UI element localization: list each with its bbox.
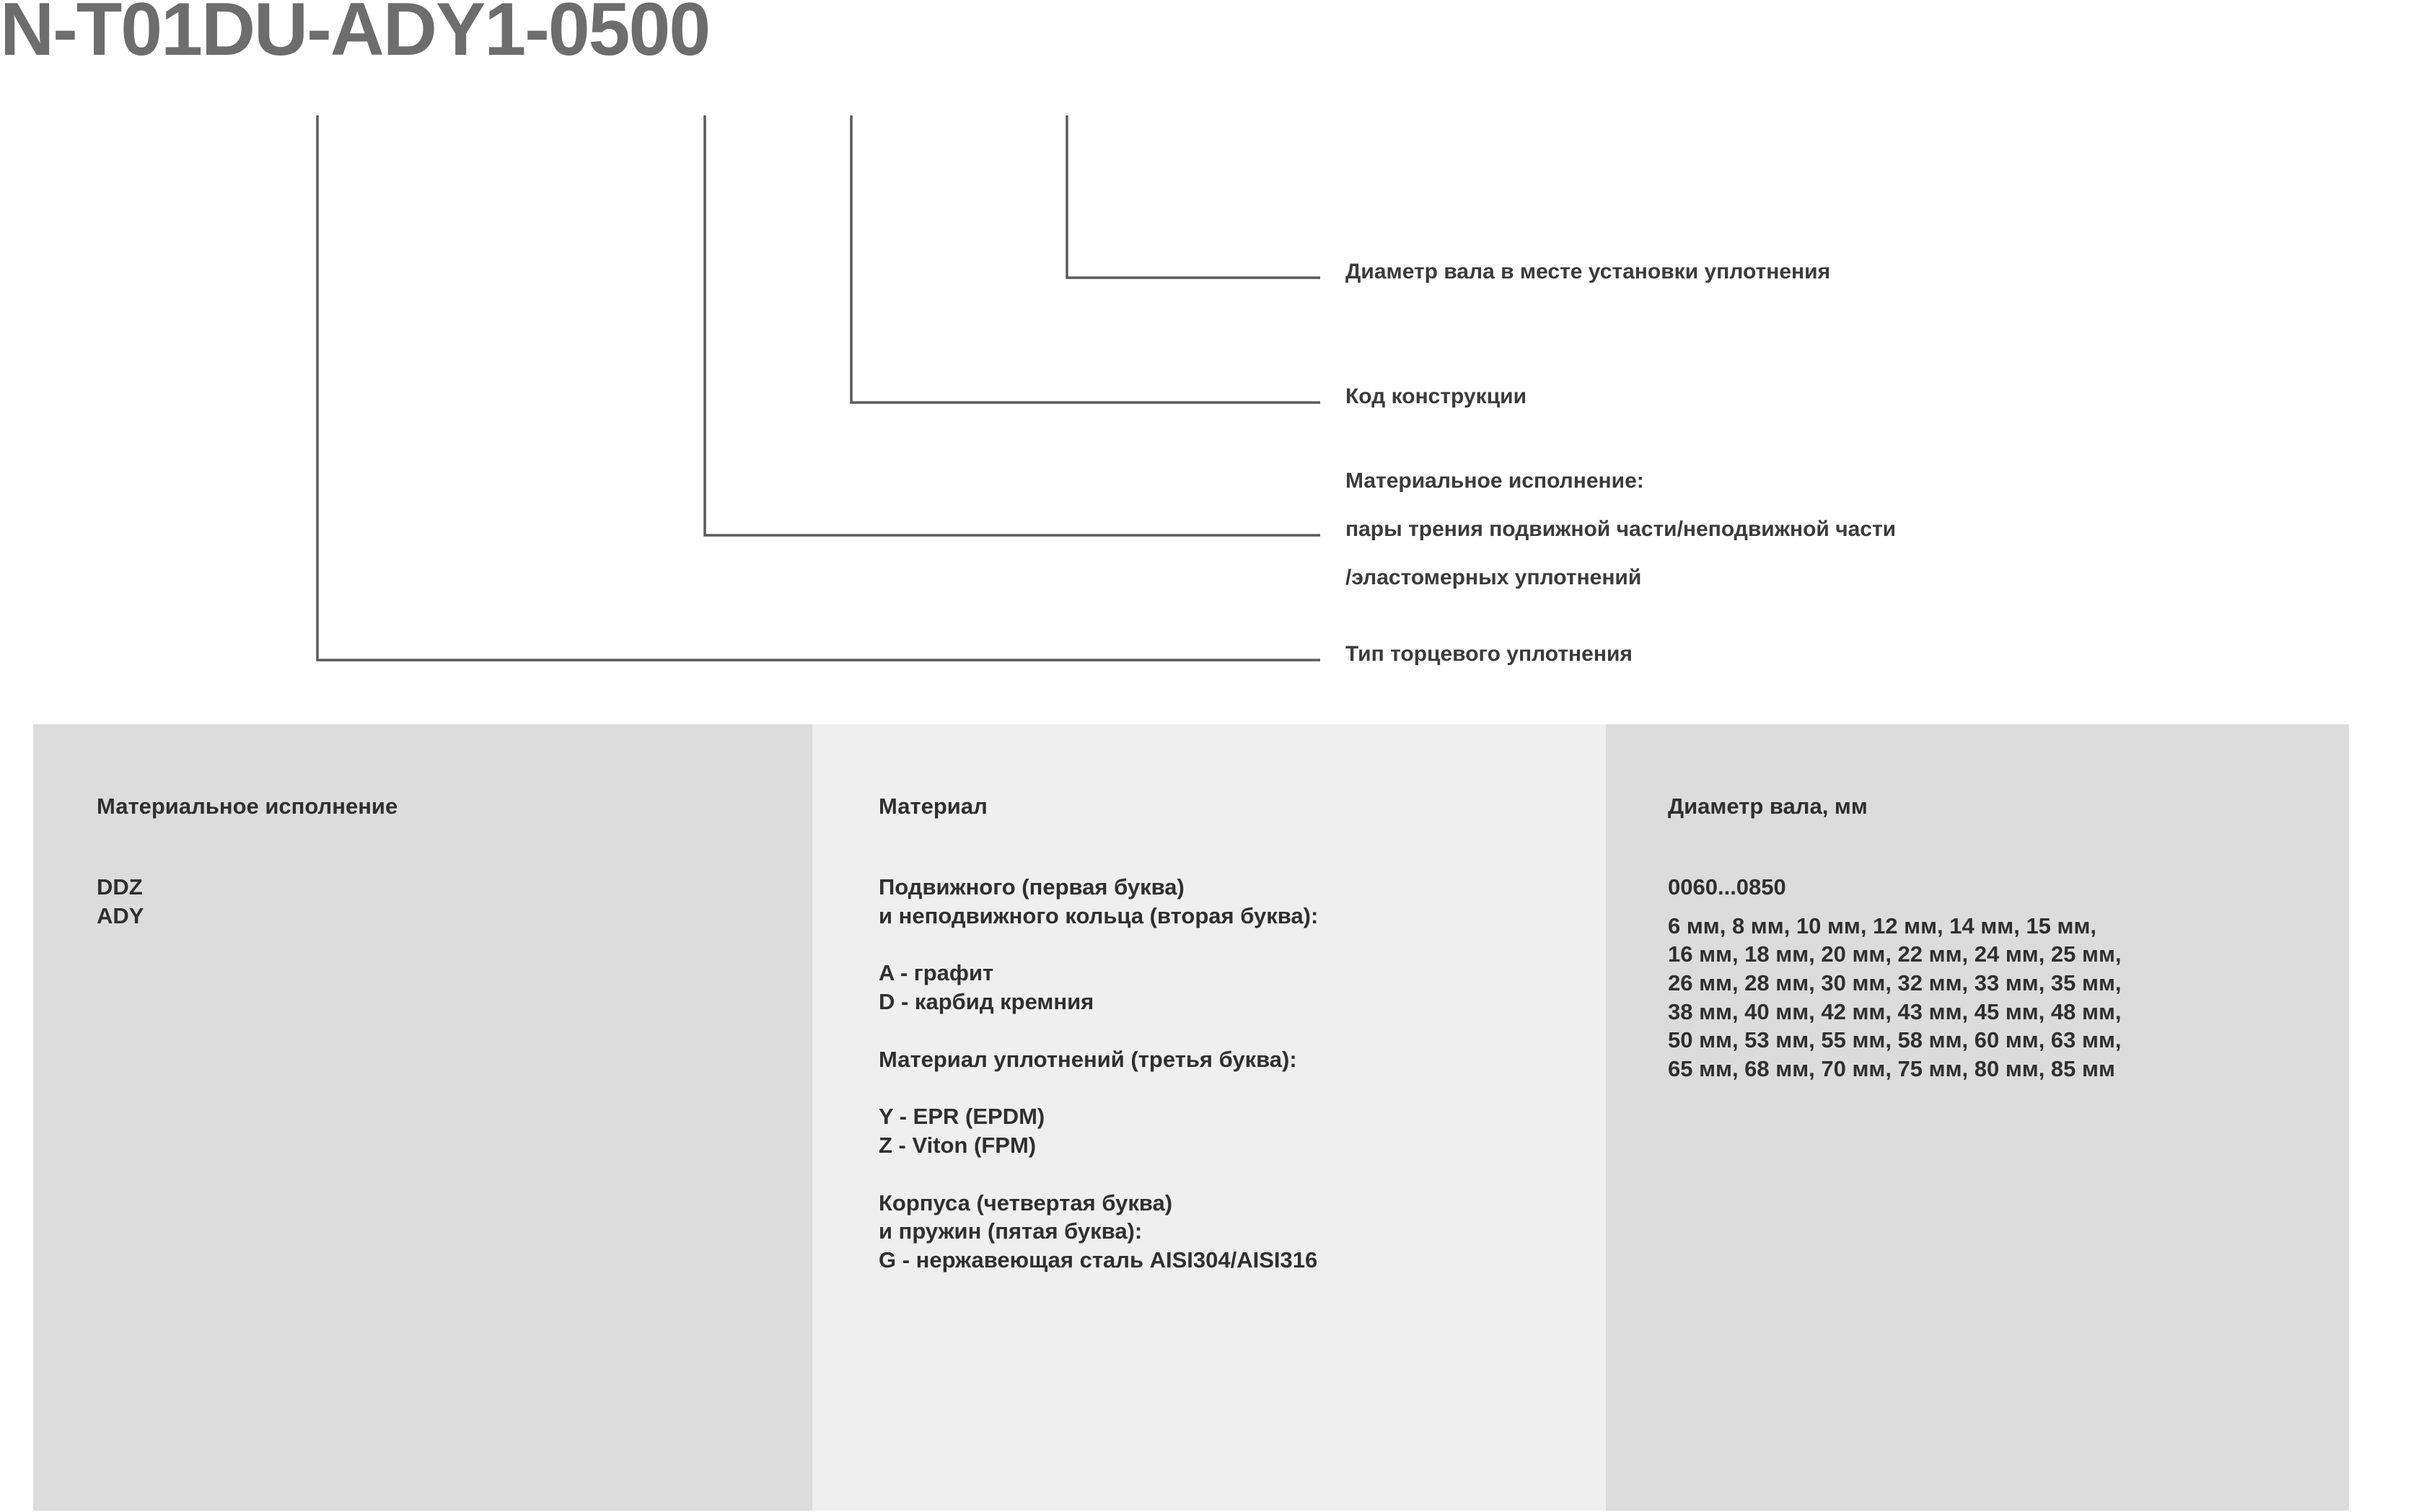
panel-shaft-diameter xyxy=(1606,724,2349,1511)
shaft-diameter-values-2: 16 мм, 18 мм, 20 мм, 22 мм, 24 мм, 25 мм, xyxy=(1668,941,2122,967)
material-code-g: G - нержавеющая сталь AISI304/AISI316 xyxy=(879,1247,1318,1273)
shaft-diameter-values-5: 50 мм, 53 мм, 55 мм, 58 мм, 60 мм, 63 мм, xyxy=(1668,1027,2122,1053)
material-code-y: Y - EPR (EPDM) xyxy=(879,1104,1045,1130)
material-moving-ring-line1: Подвижного (первая буква) xyxy=(879,874,1185,900)
panel-material-execution xyxy=(33,724,812,1511)
material-seals-heading: Материал уплотнений (третья буква): xyxy=(879,1046,1297,1072)
material-execution-item-ddz: DDZ xyxy=(97,874,143,900)
material-code-d: D - карбид кремния xyxy=(879,989,1094,1015)
shaft-diameter-values-3: 26 мм, 28 мм, 30 мм, 32 мм, 33 мм, 35 мм, xyxy=(1668,970,2122,996)
material-housing-line2: и пружин (пятая буква): xyxy=(879,1218,1143,1244)
callout-seal-type: Тип торцевого уплотнения xyxy=(1345,642,1633,666)
shaft-diameter-values-4: 38 мм, 40 мм, 42 мм, 43 мм, 45 мм, 48 мм, xyxy=(1668,998,2122,1024)
shaft-diameter-values-6: 65 мм, 68 мм, 70 мм, 75 мм, 80 мм, 85 мм xyxy=(1668,1056,2115,1082)
leader-lines-diagram xyxy=(0,0,2416,721)
material-moving-ring-line2: и неподвижного кольца (вторая буква): xyxy=(879,902,1319,928)
info-panels xyxy=(33,724,2349,1511)
page-title: N-T01DU-ADY1-0500 xyxy=(0,0,710,71)
leader-material-execution xyxy=(705,115,1320,535)
leader-design-code xyxy=(851,115,1320,403)
shaft-diameter-range: 0060...0850 xyxy=(1668,874,1786,900)
panel-shaft-diameter-header: Диаметр вала, мм xyxy=(1668,794,1868,819)
material-execution-item-ady: ADY xyxy=(97,902,144,928)
leader-shaft-diameter xyxy=(1067,115,1320,278)
callout-design-code: Код конструкции xyxy=(1345,384,1527,408)
panel-material-execution-header: Материальное исполнение xyxy=(97,794,398,819)
callout-material-execution-line1: Материальное исполнение: xyxy=(1345,469,1644,493)
material-code-a: A - графит xyxy=(879,960,994,986)
panel-material xyxy=(812,724,1606,1511)
callout-material-execution-line2: пары трения подвижной части/неподвижной части xyxy=(1345,517,1897,541)
callout-material-execution-line3: /эластомерных уплотнений xyxy=(1345,566,1642,589)
panel-material-header: Материал xyxy=(879,794,988,819)
material-code-z: Z - Viton (FPM) xyxy=(879,1133,1037,1159)
material-housing-line1: Корпуса (четвертая буква) xyxy=(879,1190,1173,1216)
shaft-diameter-values-1: 6 мм, 8 мм, 10 мм, 12 мм, 14 мм, 15 мм, xyxy=(1668,913,2097,939)
callout-shaft-diameter: Диаметр вала в месте установки уплотнения xyxy=(1345,260,1831,284)
leader-seal-type xyxy=(317,115,1320,660)
